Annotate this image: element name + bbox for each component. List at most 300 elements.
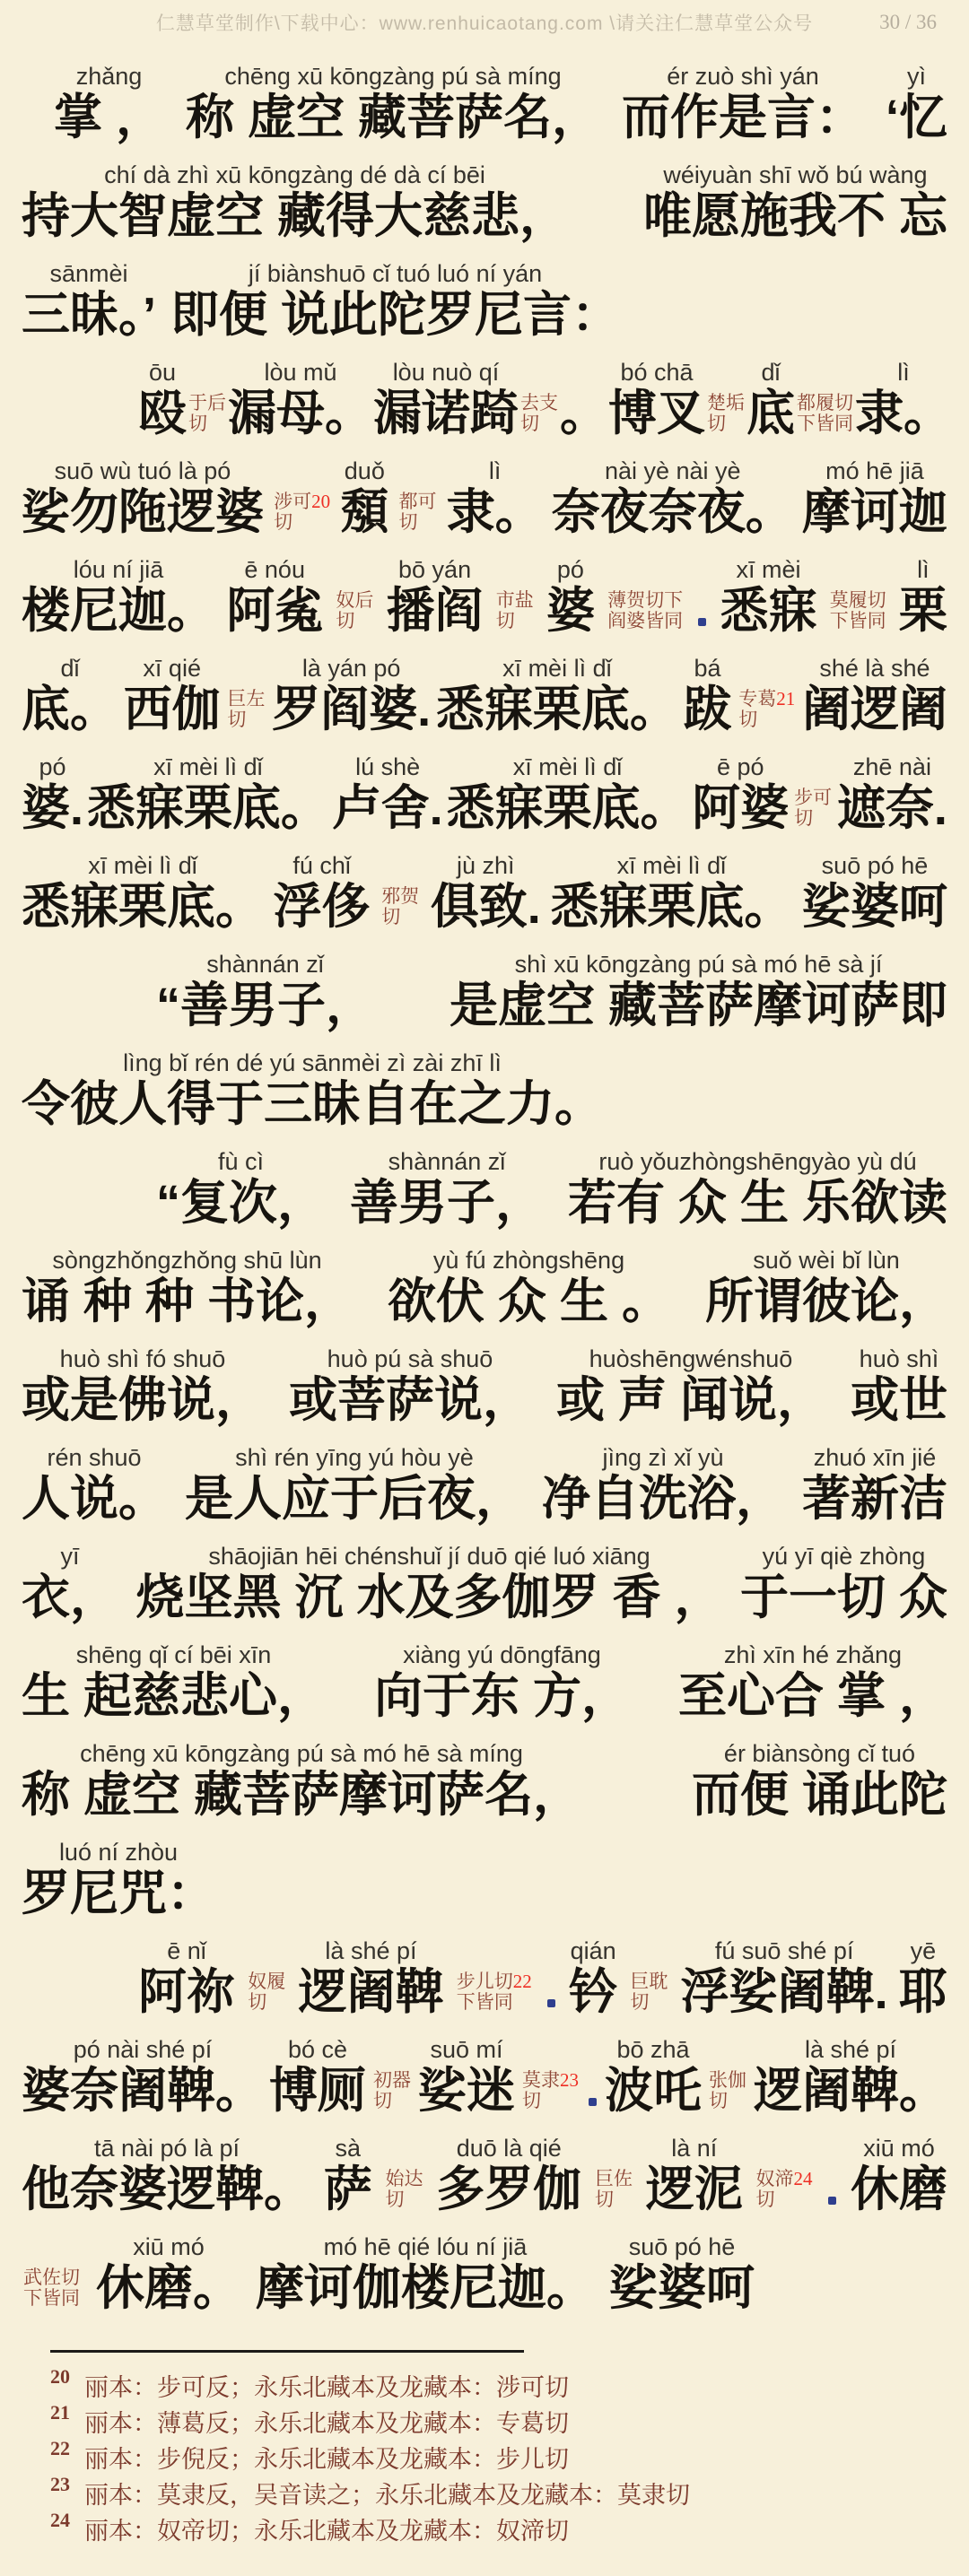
fanqie-annotation [522, 2070, 579, 2111]
ruby-chunk [851, 1345, 947, 1428]
hanzi-text: 逻阇鞞。 [754, 2064, 947, 2118]
fanqie-annotation [373, 2070, 411, 2111]
hanzi-text: 栗 [898, 584, 947, 638]
footnote-marker: 23 [560, 2069, 579, 2091]
ruby-chunk [87, 753, 329, 836]
pinyin-text: yù fú zhòngshēng [432, 1247, 625, 1274]
fanqie-row: 都可 [398, 491, 437, 512]
fanqie-row: 切 [709, 2090, 728, 2111]
ruby-chunk [569, 1937, 617, 2020]
ruby-chunk [646, 2135, 743, 2217]
fanqie-row: 奴渧24 [755, 2168, 813, 2189]
ruby-chunk [837, 753, 947, 836]
hanzi-text: 他奈婆逻鞞。 [22, 2163, 312, 2216]
ruby-chunk [96, 2233, 241, 2316]
fanqie-annotation [709, 2070, 746, 2111]
text-line [22, 244, 947, 343]
pinyin-text: huò shì [859, 1345, 939, 1372]
fanqie-row: 步儿切22 [456, 1971, 532, 1992]
fanqie-row: 下皆同 [456, 1991, 513, 2013]
pinyin-text: shànnán zǐ [388, 1148, 506, 1175]
hanzi-text: 漏母。 [228, 387, 373, 440]
pinyin-text: huò shì fó shuō [59, 1345, 226, 1372]
hanzi-text: 播阎 [386, 584, 484, 638]
fanqie-row: 切 [188, 413, 207, 434]
ruby-chunk [692, 753, 789, 836]
pinyin-text: xī mèi lì dǐ [88, 852, 197, 879]
ruby-chunk [720, 556, 817, 639]
pinyin-text: lòu mǔ [264, 359, 337, 386]
pinyin-text: xī mèi lì dǐ [616, 852, 727, 879]
hanzi-text: 即便 说此陀罗尼言： [170, 288, 621, 342]
footnote-marker: 21 [776, 688, 796, 709]
hanzi-text: 悉寐栗底。 [22, 880, 264, 934]
hanzi-text: 悉寐栗底。 [86, 781, 329, 835]
fanqie-annotation [756, 2169, 813, 2210]
page-header [0, 9, 969, 39]
pinyin-text: shì rén yīng yú hòu yè [235, 1444, 474, 1471]
hanzi-text: 殴 [138, 387, 187, 440]
pinyin-text: sòngzhǒngzhǒng shū lùn [52, 1247, 322, 1274]
ruby-chunk [324, 2135, 372, 2217]
pinyin-text: duǒ [344, 457, 385, 484]
fanqie-annotation [188, 393, 226, 434]
hanzi-text: 阿㝹 [226, 584, 324, 638]
pinyin-text: chēng xū kōngzàng pú sà míng [224, 63, 562, 90]
ruby-chunk [374, 1641, 630, 1724]
hanzi-text: 奈夜奈夜。 [551, 485, 794, 539]
hanzi-text: 称 虚空 藏菩萨摩诃萨名， [22, 1768, 582, 1822]
fanqie-row: 楚垢 [707, 392, 745, 413]
fanqie-row: 切 [373, 2090, 392, 2111]
ruby-chunk [186, 63, 600, 145]
hanzi-text: 令彼人得于三昧自在之力。 [22, 1077, 603, 1131]
hanzi-text: 浮娑阇鞞. [680, 1965, 888, 2019]
pinyin-text: huò pú sà shuō [327, 1345, 493, 1372]
fanqie-row: 张伽 [709, 2069, 746, 2091]
ruby-chunk [373, 359, 519, 441]
pinyin-text: yú yī qiè zhòng [762, 1543, 926, 1570]
hanzi-text: 逻泥 [645, 2163, 743, 2216]
ruby-chunk [54, 63, 164, 145]
text-line [54, 47, 947, 145]
footnote-item [50, 2473, 937, 2511]
ruby-chunk [678, 1641, 947, 1724]
hanzi-text: 是虚空 藏菩萨摩诃萨即 [449, 979, 947, 1032]
fanqie-row: 下皆同 [829, 610, 886, 631]
ruby-chunk [124, 655, 221, 737]
ruby-chunk [560, 386, 608, 441]
ruby-chunk [550, 852, 792, 935]
pinyin-text: jù zhì [457, 852, 515, 879]
fanqie-row: 下皆同 [797, 413, 853, 434]
fanqie-annotation [607, 590, 683, 631]
text-line [22, 1231, 947, 1329]
pinyin-text: ruò yǒuzhòngshēngyào yù dú [598, 1148, 917, 1175]
ruby-chunk [802, 655, 947, 737]
ruby-chunk [269, 2036, 366, 2119]
pinyin-text: fú suō shé pí [714, 1937, 854, 1964]
ruby-chunk [568, 1148, 947, 1231]
ruby-chunk [274, 852, 371, 935]
ruby-chunk [22, 556, 215, 639]
pinyin-text: shì xū kōngzàng pú sà mó hē sà jí [514, 951, 883, 978]
fanqie-row: 切 [336, 610, 355, 631]
pinyin-text: yì [906, 63, 926, 90]
pinyin-text: xī mèi [736, 556, 801, 583]
pinyin-text: xī mèi lì dǐ [512, 753, 623, 780]
hanzi-text: 著新洁 [802, 1472, 947, 1526]
fanqie-row: 切 [381, 906, 401, 927]
pinyin-text: lòu nuò qí [392, 359, 500, 386]
pinyin-text: shāojiān hēi chénshuǐ jí duō qié luó xiāng [208, 1543, 650, 1570]
fanqie-row: 切 [738, 709, 758, 730]
fanqie-row: 始达 [385, 2168, 423, 2189]
hanzi-text: 底 [746, 387, 795, 440]
text-line [22, 1625, 947, 1724]
ruby-chunk [185, 1444, 524, 1527]
ruby-chunk [546, 556, 595, 639]
hanzi-text: 称 虚空 藏菩萨名， [186, 91, 601, 144]
pinyin-text: suǒ wèi bǐ lùn [753, 1247, 900, 1274]
hanzi-text: 底。 [22, 683, 118, 736]
hanzi-text: 阇逻阇 [801, 683, 947, 736]
fanqie-row: 切 [385, 2189, 405, 2210]
hanzi-text: 楼尼迦。 [22, 584, 215, 638]
hanzi-text: 浮侈 [273, 880, 371, 934]
hanzi-text: 或 声 闻说， [555, 1373, 825, 1427]
hanzi-text: 娑勿陁逻婆 [22, 485, 264, 539]
pinyin-text: xiū mó [863, 2135, 935, 2162]
ruby-chunk [22, 260, 156, 343]
fanqie-row: 涉可20 [274, 491, 331, 512]
hanzi-text: 人说。 [22, 1472, 167, 1526]
footnote-item [50, 2401, 937, 2440]
text-line [22, 1527, 947, 1625]
ruby-chunk [556, 1345, 825, 1428]
pinyin-text: zhē nài [852, 753, 931, 780]
ruby-chunk [855, 359, 952, 441]
footnote-number: 23 [50, 2473, 70, 2495]
hanzi-text: 至心合 掌 ， [677, 1669, 947, 1723]
hanzi-text: 跋 [683, 683, 732, 736]
pinyin-text: shànnán zǐ [206, 951, 324, 978]
hanzi-text: 西伽 [123, 683, 221, 736]
fanqie-row: 初器 [373, 2069, 411, 2091]
hanzi-text: 罗阎婆. [272, 683, 432, 736]
ruby-chunk [622, 63, 864, 145]
hanzi-text: 善男子， [349, 1176, 544, 1230]
ruby-chunk [156, 951, 374, 1033]
ruby-chunk [740, 1543, 947, 1625]
fanqie-annotation [595, 2169, 633, 2210]
hanzi-text: 或是佛说， [22, 1373, 264, 1427]
footnote-number: 20 [50, 2365, 70, 2388]
text-line [22, 1033, 947, 1132]
text-line [156, 935, 947, 1033]
fanqie-row: 莫履切 [829, 589, 886, 611]
pinyin-text: chēng xū kōngzàng pú sà mó hē sà míng [80, 1740, 523, 1767]
text-line [22, 2217, 947, 2316]
pinyin-text: bō yán [398, 556, 472, 583]
ruby-chunk [705, 1247, 947, 1329]
ruby-chunk [447, 457, 544, 540]
hanzi-text: 博厕 [269, 2064, 366, 2118]
hanzi-text: 钤 [569, 1965, 618, 2019]
footnote-text: 丽本：莫隶反，吴音读之；永乐北藏本及龙藏本：莫隶切 [84, 2482, 690, 2509]
footnote-text: 丽本：步可反；永乐北藏本及龙藏本：涉可切 [84, 2374, 569, 2401]
ruby-chunk [272, 655, 431, 737]
pinyin-text: lì [897, 359, 910, 386]
pinyin-text: sānmèi [49, 260, 128, 287]
pinyin-text: bó chā [620, 359, 694, 386]
hanzi-text: 若有 众 生 乐欲读 [567, 1176, 947, 1230]
hanzi-text: 衣， [22, 1571, 118, 1624]
ruby-chunk [431, 852, 541, 935]
ruby-chunk [226, 556, 323, 639]
ruby-chunk [899, 1937, 947, 2020]
hanzi-text: 阿祢 [138, 1965, 235, 2019]
footnote-marker: 20 [311, 491, 331, 512]
text-line [22, 1329, 947, 1428]
hanzi-text: 頺 [340, 485, 389, 539]
fanqie-row: 于后 [188, 392, 226, 413]
ruby-chunk [746, 359, 795, 441]
fanqie-row: 切 [274, 511, 293, 533]
hanzi-text: 三昧。’ [22, 288, 157, 342]
ruby-chunk [289, 1345, 531, 1428]
text-line [22, 2119, 947, 2217]
pinyin-text: là shé pí [325, 1937, 417, 1964]
footnote-marker: 24 [793, 2168, 813, 2189]
hanzi-text: 。 [560, 387, 608, 440]
footnote-number: 21 [50, 2401, 70, 2424]
fanqie-row: 切 [522, 2090, 541, 2111]
fanqie-row: 切 [398, 511, 418, 533]
footnote-item [50, 2365, 937, 2404]
pinyin-text: ér biànsòng cǐ tuó [723, 1740, 916, 1767]
pinyin-text: mó hē jiā [825, 457, 924, 484]
hanzi-text: 摩诃迦 [801, 485, 947, 539]
fanqie-row: 巨耽 [630, 1971, 668, 1992]
hanzi-text: 净自洗浴， [542, 1472, 784, 1526]
hanzi-text: 娑婆呵 [801, 880, 947, 934]
ruby-chunk [388, 1247, 670, 1329]
text-line [22, 145, 947, 244]
ruby-chunk [22, 655, 118, 737]
ruby-chunk [228, 359, 373, 441]
fanqie-annotation [794, 788, 832, 829]
ruby-chunk [340, 457, 388, 540]
pinyin-text: ér zuò shì yán [667, 63, 819, 90]
pinyin-text: lóu ní jiā [73, 556, 164, 583]
pinyin-text: lìng bǐ rén dé yú sānmèi zì zài zhī lì [123, 1049, 502, 1076]
pinyin-text: xiū mó [133, 2233, 205, 2260]
hanzi-text: 博叉 [608, 387, 705, 440]
fanqie-annotation [381, 886, 419, 927]
pinyin-text: nài yè nài yè [604, 457, 741, 484]
pinyin-text: ōu [148, 359, 177, 386]
fanqie-row: 切 [595, 2189, 614, 2210]
hanzi-text: 娑婆呵 [609, 2261, 755, 2315]
ruby-chunk [22, 1444, 167, 1527]
hanzi-text: 遮奈. [836, 781, 947, 835]
pinyin-text: dǐ [761, 359, 781, 386]
pinyin-text: là yán pó [301, 655, 401, 682]
fanqie-annotation [398, 492, 436, 533]
hanzi-text: 漏诺踦 [373, 387, 519, 440]
ruby-chunk [418, 2036, 515, 2119]
pinyin-text: jìng zì xǐ yù [602, 1444, 724, 1471]
hanzi-text: 于一切 众 [739, 1571, 947, 1624]
fanqie-row: 市盐 [495, 589, 534, 611]
fanqie-row: 切 [755, 2189, 775, 2210]
text-line [22, 737, 947, 836]
fanqie-annotation [496, 590, 534, 631]
pinyin-text: luó ní zhòu [58, 1839, 179, 1866]
fanqie-row: 切 [707, 413, 726, 434]
ruby-chunk [681, 1937, 888, 2020]
fanqie-row: 下皆同 [23, 2287, 80, 2309]
ruby-chunk [692, 1740, 947, 1823]
separator-dot [828, 2197, 836, 2205]
ruby-chunk [138, 359, 187, 441]
pinyin-text: xiàng yú dōngfāng [403, 1641, 601, 1668]
hanzi-text: “复次， [156, 1176, 326, 1230]
hanzi-text: 欲伏 众 生 。 [388, 1275, 671, 1328]
pinyin-text: yē [910, 1937, 937, 1964]
ruby-chunk [802, 852, 947, 935]
ruby-chunk [22, 161, 568, 244]
page-number: 30 / 36 [879, 11, 937, 33]
fanqie-row: 步可 [794, 787, 833, 808]
ruby-chunk [436, 655, 678, 737]
fanqie-annotation [457, 1971, 532, 2013]
footnote-text: 丽本：奴帝切；永乐北藏本及龙藏本：奴渧切 [84, 2518, 569, 2545]
maker-credit: 仁慧草堂制作\下载中心：www.renhuicaotang.com \请关注仁慧草堂公众号 [155, 13, 814, 34]
pinyin-text: jí biànshuō cǐ tuó luó ní yán [248, 260, 543, 287]
ruby-chunk [643, 161, 947, 244]
pinyin-text: zhì xīn hé zhǎng [723, 1641, 903, 1668]
pinyin-text: suō mí [430, 2036, 503, 2063]
pinyin-text: lì [917, 556, 930, 583]
hanzi-text: 生 起慈悲心， [22, 1669, 327, 1723]
ruby-chunk [170, 260, 620, 343]
hanzi-text: 悉寐 [720, 584, 817, 638]
fanqie-row: 巨左 [227, 688, 266, 709]
ruby-chunk [22, 2036, 264, 2119]
text-line [22, 1428, 947, 1527]
pinyin-text: fù cì [217, 1148, 265, 1175]
hanzi-text: 是人应于后夜， [185, 1472, 524, 1526]
text-line [22, 441, 947, 540]
fanqie-annotation [386, 2169, 423, 2210]
pinyin-text: ē nǐ [167, 1937, 206, 1964]
ruby-chunk [754, 2036, 947, 2119]
fanqie-row: 都履切 [797, 392, 853, 413]
footnote-number: 22 [50, 2437, 70, 2459]
pinyin-text: pó [39, 753, 66, 780]
pinyin-text: huòshēngwénshuō [589, 1345, 793, 1372]
hanzi-text: 唯愿施我不 忘 [642, 189, 947, 243]
fanqie-row: 切 [520, 413, 539, 434]
pinyin-text: sà [335, 2135, 362, 2162]
ruby-chunk [542, 1444, 784, 1527]
fanqie-annotation [336, 590, 373, 631]
ruby-chunk [22, 1740, 581, 1823]
pinyin-text: xī qié [143, 655, 201, 682]
ruby-chunk [22, 1345, 264, 1428]
fanqie-annotation [227, 689, 265, 730]
ruby-chunk [22, 753, 83, 836]
text-line [22, 540, 947, 639]
fanqie-row: 邪贺 [381, 885, 420, 907]
fanqie-annotation [23, 2267, 80, 2309]
ruby-chunk [350, 1148, 544, 1231]
pinyin-text: tā nài pó là pí [93, 2135, 240, 2162]
text-line [22, 1724, 947, 1823]
hanzi-text: 悉寐栗底。 [435, 683, 678, 736]
fanqie-row: 武佐切 [23, 2267, 80, 2288]
fanqie-row: 切 [495, 610, 515, 631]
pinyin-text: suō pó hē [628, 2233, 736, 2260]
pinyin-text: shé là shé [819, 655, 930, 682]
pinyin-text: yī [60, 1543, 80, 1570]
text-line [138, 343, 952, 441]
separator-dot [698, 618, 706, 626]
sutra-text-body [22, 47, 952, 2316]
pinyin-text: lì [488, 457, 502, 484]
ruby-chunk [436, 2135, 581, 2217]
pinyin-text: pó [556, 556, 584, 583]
hanzi-text: 隶。 [855, 387, 952, 440]
footnote-text: 丽本：薄葛反；永乐北藏本及龙藏本：专葛切 [84, 2410, 569, 2437]
ruby-chunk [256, 2233, 595, 2316]
pinyin-text: mó hē qié lóu ní jiā [323, 2233, 528, 2260]
ruby-chunk [333, 753, 443, 836]
fanqie-row: 阎婆皆同 [607, 610, 684, 631]
ruby-chunk [446, 753, 688, 836]
ruby-chunk [608, 359, 705, 441]
text-line [22, 836, 947, 935]
fanqie-row: 奴履 [248, 1971, 286, 1992]
hanzi-text: 所谓彼论， [705, 1275, 947, 1328]
pinyin-text: duō là qié [456, 2135, 562, 2162]
fanqie-row: 切 [248, 1991, 267, 2013]
fanqie-row: 切 [794, 807, 814, 829]
hanzi-text: 卢舍. [332, 781, 443, 835]
ruby-chunk [22, 1641, 326, 1724]
separator-dot [589, 2098, 597, 2106]
text-line [22, 639, 947, 737]
footnote-divider [50, 2350, 524, 2353]
hanzi-text: 或世 [850, 1373, 947, 1427]
ruby-chunk [802, 457, 947, 540]
hanzi-text: 诵 种 种 书论， [22, 1275, 354, 1328]
fanqie-row: 专葛21 [738, 688, 796, 709]
pinyin-text: lú shè [355, 753, 421, 780]
ruby-chunk [851, 2135, 947, 2217]
ruby-chunk [22, 457, 264, 540]
pinyin-text: chí dà zhì xū kōngzàng dé dà cí bēi [104, 161, 485, 188]
fanqie-row: 去支 [520, 392, 558, 413]
ruby-chunk [450, 951, 947, 1033]
pinyin-text: pó nài shé pí [73, 2036, 213, 2063]
fanqie-annotation [797, 393, 853, 434]
hanzi-text: ‘忆 [885, 91, 947, 144]
hanzi-text: 耶 [898, 1965, 947, 2019]
pinyin-text: rén shuō [47, 1444, 142, 1471]
